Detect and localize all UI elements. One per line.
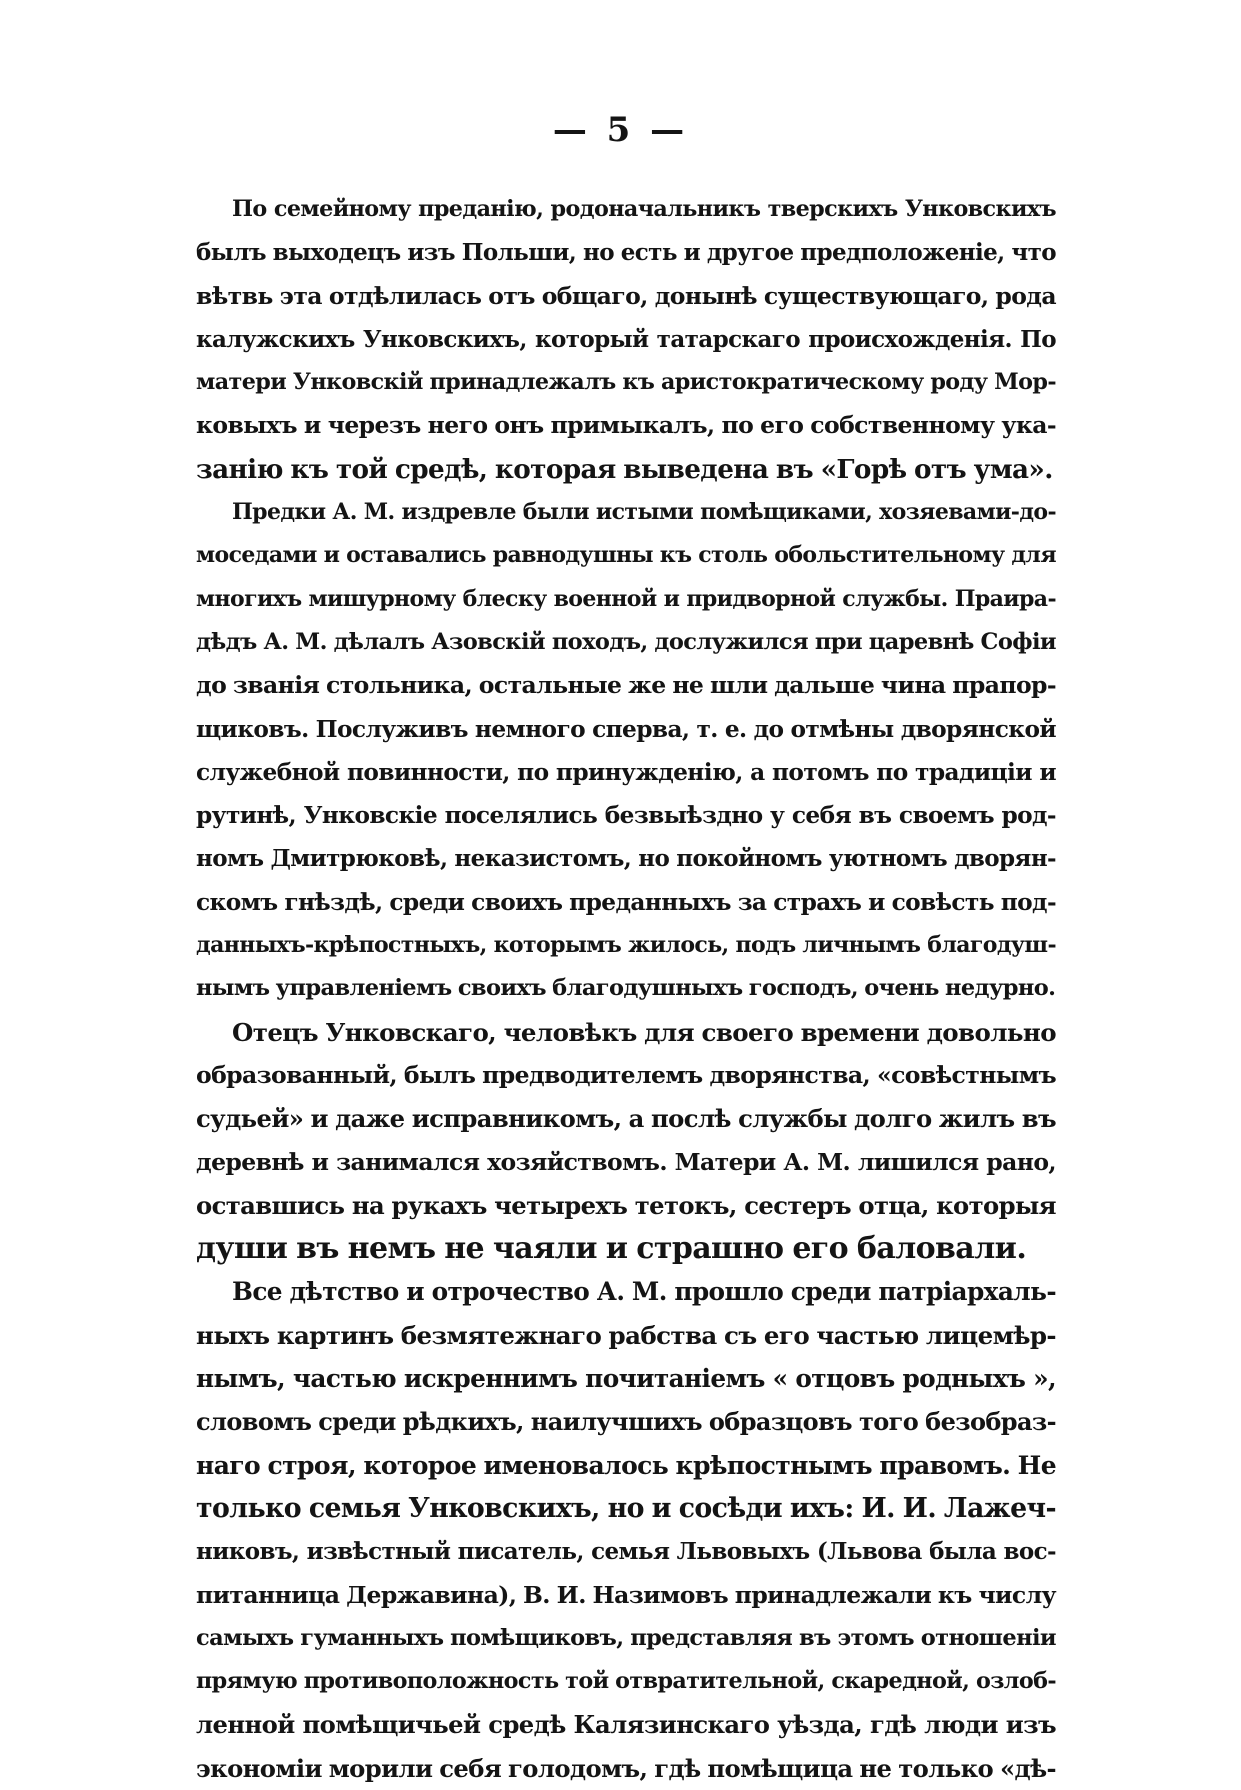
text-line: деревнѣ и занимался хозяйствомъ. Матери А. М. лишился рано, — [196, 1147, 1056, 1176]
text-line: оставшись на рукахъ четырехъ тетокъ, сестеръ отца, которыя — [196, 1190, 1056, 1220]
body-text — [196, 188, 1056, 1790]
text-line: ныхъ картинъ безмятежнаго рабства съ его частью лицемѣр- — [196, 1320, 1056, 1350]
paragraph — [196, 1011, 1056, 1271]
text-line: ковыхъ и черезъ него онъ примыкалъ, по его собственному ука- — [196, 411, 1056, 440]
text-line: матери Унковскій принадлежалъ къ аристократическому роду Мор- — [196, 369, 1056, 396]
text-line: Все дѣтство и отрочество А. М. прошло среди патріархаль- — [232, 1277, 1056, 1307]
text-line: души въ немъ не чаяли и страшно его баловали. — [196, 1231, 1027, 1267]
text-line: судьей» и даже исправникомъ, а послѣ службы долго жилъ въ — [196, 1104, 1056, 1134]
text-line: скомъ гнѣздѣ, среди своихъ преданныхъ за страхъ и совѣсть под- — [196, 888, 1056, 916]
text-line: прямую противоположность той отвратительной, скаредной, озлоб- — [196, 1668, 1056, 1695]
text-line: занію къ той средѣ, которая выведена въ «Горѣ отъ ума». — [196, 453, 1053, 485]
text-line: По семейному преданію, родоначальникъ тверскихъ Унковскихъ — [232, 196, 1056, 222]
text-line: моседами и оставались равнодушны къ столь обольстительному для — [196, 542, 1056, 569]
paragraph — [196, 188, 1056, 491]
text-line: щиковъ. Послуживъ немного сперва, т. е. до отмѣны дворянской — [196, 715, 1056, 743]
paragraph — [196, 1270, 1056, 1790]
page-number: — 5 — — [552, 110, 689, 150]
text-line: образованный, былъ предводителемъ дворянства, «совѣстнымъ — [196, 1060, 1056, 1089]
text-line: Предки А. М. издревле были истыми помѣщиками, хозяевами-до- — [232, 499, 1056, 526]
text-line: Отецъ Унковскаго, человѣкъ для своего времени довольно — [232, 1017, 1056, 1047]
text-line: калужскихъ Унковскихъ, который татарскаго происхожденія. По — [196, 325, 1056, 353]
text-line: данныхъ-крѣпостныхъ, которымъ жилось, подъ личнымъ благодуш- — [196, 932, 1056, 959]
text-line: никовъ, извѣстный писатель, семья Львовыхъ (Львова была вос- — [196, 1538, 1056, 1566]
text-line: питанница Державина), В. И. Назимовъ принадлежали къ числу — [196, 1580, 1056, 1609]
text-line: нымъ управленіемъ своихъ благодушныхъ господъ, очень недурно. — [196, 975, 1056, 1002]
text-line: самыхъ гуманныхъ помѣщиковъ, представляя въ этомъ отношеніи — [196, 1624, 1056, 1651]
text-line: вѣтвь эта отдѣлилась отъ общаго, донынѣ существующаго, рода — [196, 281, 1056, 310]
text-line: словомъ среди рѣдкихъ, наилучшихъ образцовъ того безобраз- — [196, 1407, 1056, 1437]
text-line: наго строя, которое именовалось крѣпостнымъ правомъ. Не — [196, 1450, 1056, 1480]
text-line: ленной помѣщичьей средѣ Калязинскаго уѣзда, гдѣ люди изъ — [196, 1710, 1056, 1740]
text-line: номъ Дмитрюковѣ, неказистомъ, но покойномъ уютномъ дворян- — [196, 845, 1056, 873]
text-line: служебной повинности, по принужденію, а потомъ по традиціи и — [196, 758, 1056, 786]
text-line: до званія стольника, остальные же не шли дальше чина прапор- — [196, 671, 1056, 700]
text-line: многихъ мишурному блеску военной и придворной службы. Праира- — [196, 585, 1056, 612]
text-line: рутинѣ, Унковскіе поселялись безвыѣздно у себя въ своемъ род- — [196, 802, 1056, 830]
paragraph — [196, 491, 1056, 1011]
text-line: только семья Унковскихъ, но и сосѣди ихъ: И. И. Лажеч- — [196, 1492, 1056, 1524]
text-line: нымъ, частью искреннимъ почитаніемъ « отцовъ родныхъ », — [196, 1364, 1056, 1394]
text-line: дѣдъ А. М. дѣлалъ Азовскій походъ, дослужился при царевнѣ Софіи — [196, 628, 1056, 655]
text-line: экономіи морили себя голодомъ, гдѣ помѣщица не только «дѣ- — [196, 1753, 1056, 1783]
text-line: былъ выходецъ изъ Польши, но есть и другое предположеніе, что — [196, 239, 1056, 267]
